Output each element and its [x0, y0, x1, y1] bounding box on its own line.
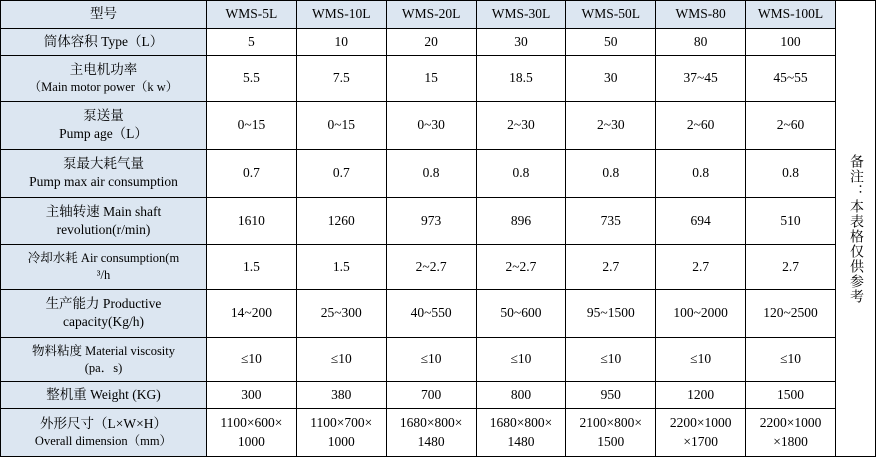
cell-value: 100~2000: [656, 289, 746, 337]
cell-value: 120~2500: [746, 289, 836, 337]
row-label-line: Overall dimension（mm）: [34, 434, 173, 449]
cell-value: 0.8: [566, 149, 656, 197]
table-row: [1, 29, 836, 56]
cell-value: [386, 409, 476, 457]
table-row: [1, 337, 836, 382]
cell-value: [656, 409, 746, 457]
cell-value: ≤10: [296, 337, 386, 382]
table-row: [1, 245, 836, 290]
cell-value-line: ×1800: [773, 433, 808, 449]
cell-value-line: 1000: [327, 433, 355, 449]
cell-value: 300: [207, 382, 297, 409]
cell-value: 0.8: [386, 149, 476, 197]
cell-value: 1500: [746, 382, 836, 409]
row-label-line: (pa．s): [84, 360, 123, 375]
row-label-line: （Main motor power（k w）: [28, 80, 179, 95]
cell-value: 700: [386, 382, 476, 409]
row-label-line: 冷却水耗 Air consumption(m: [27, 251, 180, 266]
row-label-weight: [1, 382, 207, 409]
row-label-line: Pump max air consumption: [29, 174, 178, 190]
row-label-line: revolution(r/min): [56, 221, 151, 237]
cell-value: 50: [566, 29, 656, 56]
row-label-line: 生产能力 Productive: [45, 296, 162, 312]
cell-value: ≤10: [386, 337, 476, 382]
table-row: [1, 382, 836, 409]
table-header: [1, 1, 836, 29]
row-label-pump-age: [1, 101, 207, 149]
cell-value: 2~60: [746, 101, 836, 149]
cell-value: 380: [296, 382, 386, 409]
cell-value-line: 1100×600×: [220, 415, 283, 431]
cell-value: 950: [566, 382, 656, 409]
header-row: [1, 1, 836, 29]
header-model-7: WMS-100L: [746, 1, 836, 29]
cell-value: 1200: [656, 382, 746, 409]
cell-value: 1.5: [207, 245, 297, 290]
row-label-motor-power: [1, 55, 207, 101]
cell-value: 0.7: [296, 149, 386, 197]
cell-value: 2~2.7: [386, 245, 476, 290]
table-body: [1, 29, 836, 457]
row-label-air-consumption: [1, 149, 207, 197]
cell-value-line: 1480: [417, 433, 445, 449]
cell-value: ≤10: [476, 337, 566, 382]
cell-value: 800: [476, 382, 566, 409]
cell-value: ≤10: [656, 337, 746, 382]
cell-value-line: 1500: [597, 433, 625, 449]
cell-value: 510: [746, 197, 836, 245]
cell-value-line: 1680×800×: [399, 415, 463, 431]
cell-value-line: 2200×1000: [759, 415, 822, 431]
row-label-line: 物料粘度 Material viscosity: [31, 343, 176, 358]
header-model-5: WMS-50L: [566, 1, 656, 29]
cell-value: 40~550: [386, 289, 476, 337]
table-row: [1, 197, 836, 245]
cell-value: [207, 409, 297, 457]
cell-value-line: 1680×800×: [489, 415, 553, 431]
row-label-cooling-water: [1, 245, 207, 290]
cell-value: ≤10: [746, 337, 836, 382]
row-label-shaft-revolution: [1, 197, 207, 245]
cell-value: 2.7: [566, 245, 656, 290]
cell-value: [296, 409, 386, 457]
cell-value: 80: [656, 29, 746, 56]
header-model-2: WMS-10L: [296, 1, 386, 29]
cell-value: 95~1500: [566, 289, 656, 337]
cell-value: 735: [566, 197, 656, 245]
table-row: [1, 101, 836, 149]
cell-value-line: 2100×800×: [579, 415, 643, 431]
cell-value: 2~30: [476, 101, 566, 149]
row-label-line: capacity(Kg/h): [63, 314, 144, 330]
cell-value: 1260: [296, 197, 386, 245]
row-label-line: 主轴转速 Main shaft: [45, 203, 162, 219]
row-label-material-viscosity: [1, 337, 207, 382]
cell-value: 1610: [207, 197, 297, 245]
cell-value: [746, 409, 836, 457]
cell-value: 25~300: [296, 289, 386, 337]
cell-value: 18.5: [476, 55, 566, 101]
header-model-4: WMS-30L: [476, 1, 566, 29]
cell-value: 0~15: [207, 101, 297, 149]
cell-value: 14~200: [207, 289, 297, 337]
row-label-overall-dimension: [1, 409, 207, 457]
table-row: [1, 409, 836, 457]
cell-value-line: 1480: [507, 433, 535, 449]
cell-value: 37~45: [656, 55, 746, 101]
row-label-capacity: [1, 29, 207, 56]
row-label-line: Pump age（L）: [59, 126, 148, 142]
cell-value: 7.5: [296, 55, 386, 101]
cell-value: ≤10: [207, 337, 297, 382]
cell-value: 0.8: [656, 149, 746, 197]
cell-value: 973: [386, 197, 476, 245]
header-model-1: WMS-5L: [207, 1, 297, 29]
cell-value: [566, 409, 656, 457]
cell-value-line: 1000: [237, 433, 265, 449]
cell-value: 896: [476, 197, 566, 245]
header-row-label: 型号: [1, 1, 207, 29]
cell-value: 694: [656, 197, 746, 245]
row-label-productive-capacity: [1, 289, 207, 337]
cell-value: 2~30: [566, 101, 656, 149]
cell-value: 15: [386, 55, 476, 101]
cell-value: 20: [386, 29, 476, 56]
cell-value-line: 1100×700×: [310, 415, 373, 431]
cell-value: 0~15: [296, 101, 386, 149]
header-model-3: WMS-20L: [386, 1, 476, 29]
row-label-line: 整机重 Weight (KG): [46, 387, 161, 403]
cell-value: 5.5: [207, 55, 297, 101]
cell-value: 100: [746, 29, 836, 56]
cell-value: ≤10: [566, 337, 656, 382]
cell-value: 10: [296, 29, 386, 56]
cell-value-line: ×1700: [683, 433, 718, 449]
cell-value: 2~2.7: [476, 245, 566, 290]
row-label-line: 筒体容积 Type（L）: [43, 33, 164, 49]
cell-value: 5: [207, 29, 297, 56]
row-label-line: 泵最大耗气量: [63, 155, 144, 171]
remarks-text: 备注：本表格仅供参考: [848, 153, 863, 304]
cell-value: 2.7: [746, 245, 836, 290]
cell-value-line: 2200×1000: [669, 415, 732, 431]
table-row: [1, 149, 836, 197]
cell-value: 0.8: [746, 149, 836, 197]
cell-value: 45~55: [746, 55, 836, 101]
row-label-line: 外形尺寸（L×W×H）: [40, 416, 167, 432]
cell-value: 2.7: [656, 245, 746, 290]
cell-value: 30: [566, 55, 656, 101]
row-label-line: 主电机功率: [69, 61, 138, 77]
cell-value: 0~30: [386, 101, 476, 149]
table-row: [1, 55, 836, 101]
cell-value: [476, 409, 566, 457]
cell-value: 30: [476, 29, 566, 56]
cell-value: 2~60: [656, 101, 746, 149]
cell-value: 0.8: [476, 149, 566, 197]
cell-value: 50~600: [476, 289, 566, 337]
row-label-line: 泵送量: [83, 108, 124, 124]
remarks-column: [836, 0, 876, 457]
row-label-line: ³/h: [96, 268, 111, 283]
cell-value: 0.7: [207, 149, 297, 197]
cell-value: 1.5: [296, 245, 386, 290]
table-row: [1, 289, 836, 337]
header-model-6: WMS-80: [656, 1, 746, 29]
